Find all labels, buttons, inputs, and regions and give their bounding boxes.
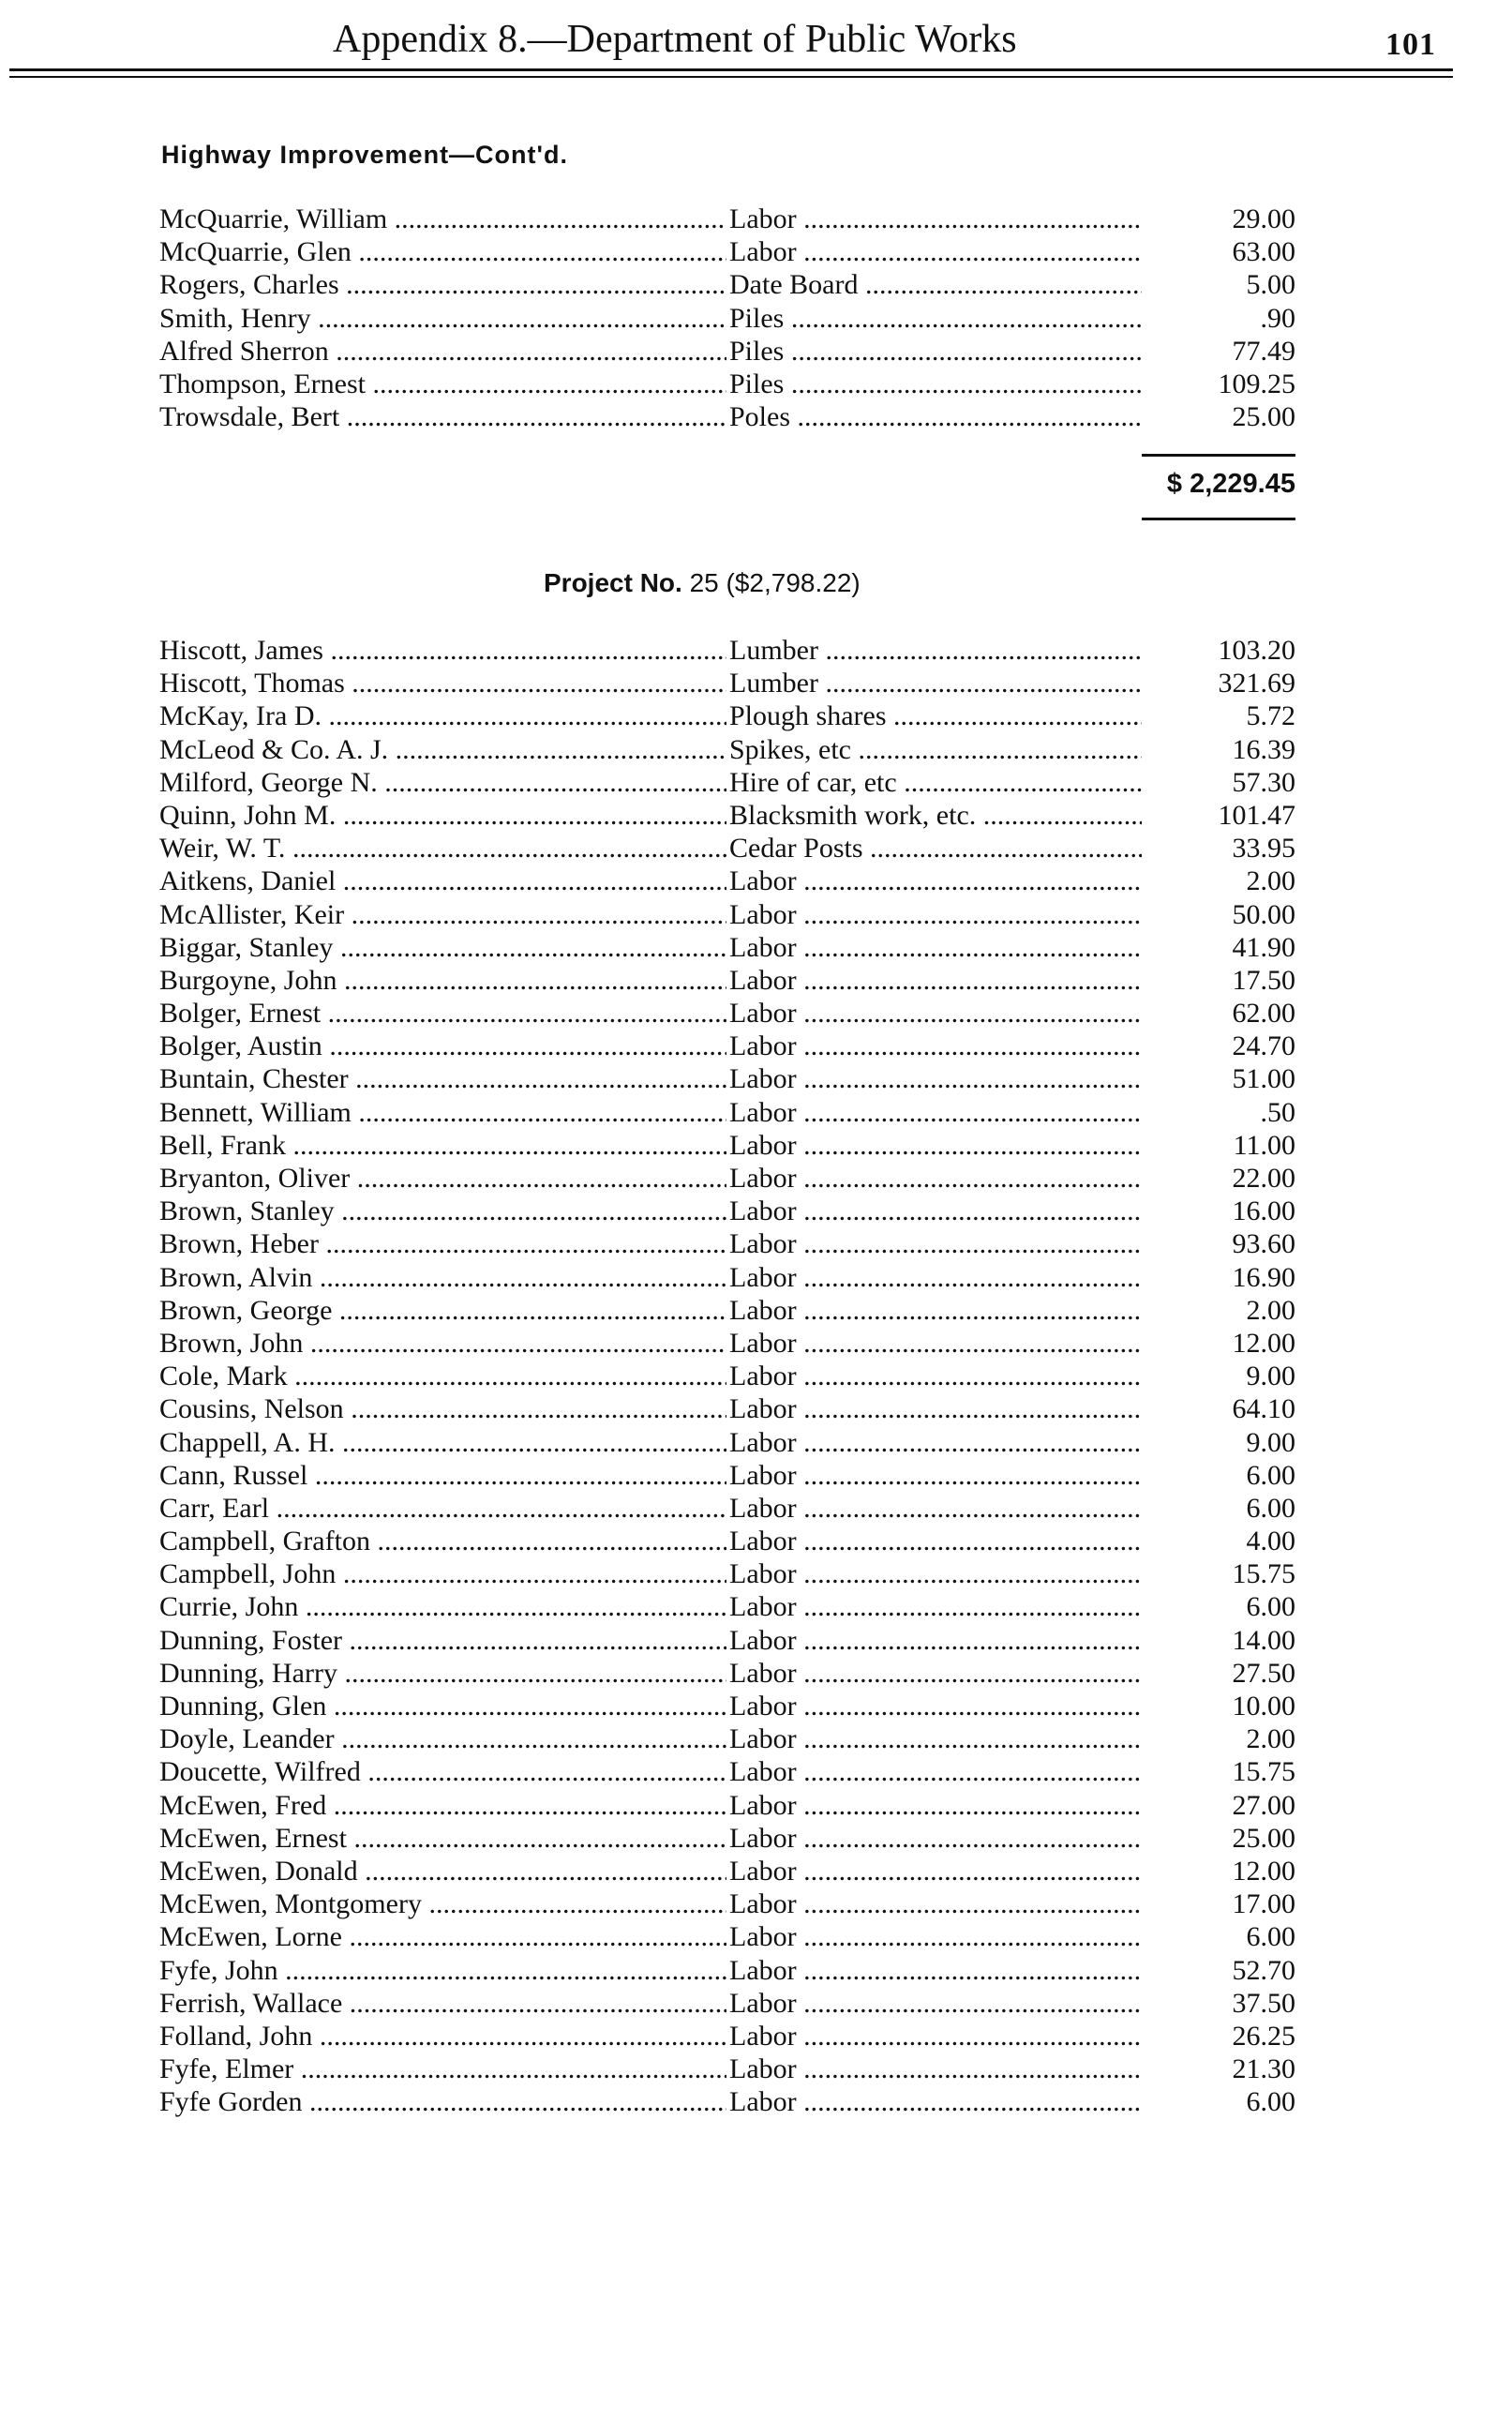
- entry-name: Quinn, John M. .....: [159, 799, 726, 832]
- entry-item: Labor .....: [729, 1954, 1142, 1987]
- entry-name: Dunning, Harry .....: [159, 1657, 726, 1690]
- entry-item: Labor .....: [729, 235, 1142, 268]
- entry-name: Bolger, Ernest .....: [159, 997, 726, 1030]
- list-item: [0, 1920, 1512, 1953]
- entry-item: Labor .....: [729, 2053, 1142, 2085]
- entry-amount: 9.00: [1246, 1426, 1295, 1458]
- entry-amount: 52.70: [1232, 1954, 1295, 1986]
- entry-item: Date Board .....: [729, 268, 1142, 301]
- list-item: [0, 699, 1512, 732]
- entry-item: Labor .....: [729, 1459, 1142, 1492]
- entry-item: Labor .....: [729, 1525, 1142, 1557]
- entry-amount: 15.75: [1232, 1756, 1295, 1788]
- entry-amount: 17.50: [1232, 964, 1295, 996]
- entry-amount: 29.00: [1232, 203, 1295, 234]
- entry-item: Labor .....: [729, 931, 1142, 964]
- entry-name: Carr, Earl .....: [159, 1492, 726, 1525]
- entry-name: Doucette, Wilfred .....: [159, 1755, 726, 1788]
- header-rule-thick: [9, 68, 1453, 71]
- entry-amount: 11.00: [1233, 1129, 1295, 1161]
- header-rule-thin: [9, 76, 1453, 78]
- list-item: [0, 1557, 1512, 1590]
- list-item: [0, 1855, 1512, 1887]
- entry-item: Labor .....: [729, 1392, 1142, 1425]
- list-item: [0, 1492, 1512, 1525]
- list-item: [0, 1590, 1512, 1623]
- entry-item: Labor .....: [729, 1887, 1142, 1920]
- entry-name: Brown, George .....: [159, 1294, 726, 1327]
- entry-name: Trowsdale, Bert .....: [159, 400, 726, 433]
- list-item: [0, 1030, 1512, 1062]
- total-rule-top: [1142, 454, 1295, 457]
- entry-item: Labor .....: [729, 1162, 1142, 1195]
- entry-name: Chappell, A. H. .....: [159, 1426, 726, 1459]
- page-header: [0, 17, 1512, 62]
- entry-item: Labor .....: [729, 997, 1142, 1030]
- entry-item: Labor .....: [729, 1129, 1142, 1162]
- entry-name: Fyfe, John .....: [159, 1954, 726, 1987]
- entry-amount: 9.00: [1246, 1361, 1295, 1392]
- entry-item: Labor .....: [729, 1657, 1142, 1690]
- entry-amount: 93.60: [1232, 1228, 1295, 1260]
- entry-name: Burgoyne, John .....: [159, 964, 726, 997]
- entry-amount: 6.00: [1246, 1591, 1295, 1623]
- entry-item: Labor .....: [729, 1690, 1142, 1722]
- entry-name: Campbell, Grafton .....: [159, 1525, 726, 1557]
- entry-name: Smith, Henry .....: [159, 302, 726, 335]
- entry-name: Dunning, Glen .....: [159, 1690, 726, 1722]
- list-item: [0, 1294, 1512, 1327]
- entry-item: Piles .....: [729, 368, 1142, 400]
- list-item: [0, 997, 1512, 1030]
- entry-name: Bell, Frank .....: [159, 1129, 726, 1162]
- list-item: [0, 667, 1512, 699]
- list-item: [0, 400, 1512, 433]
- entry-amount: 103.20: [1218, 635, 1295, 666]
- entry-amount: 5.00: [1246, 269, 1295, 301]
- list-item: [0, 268, 1512, 301]
- entry-name: McEwen, Donald .....: [159, 1855, 726, 1887]
- list-item: [0, 964, 1512, 997]
- list-item: [0, 1690, 1512, 1722]
- list-item: [0, 1096, 1512, 1129]
- entry-amount: 321.69: [1218, 668, 1295, 699]
- list-item: [0, 634, 1512, 667]
- entry-item: Labor .....: [729, 1624, 1142, 1657]
- entry-amount: 57.30: [1232, 766, 1295, 798]
- entry-name: Fyfe, Elmer .....: [159, 2053, 726, 2085]
- entry-amount: 4.00: [1246, 1526, 1295, 1557]
- entry-amount: 109.25: [1218, 368, 1295, 399]
- list-item: [0, 1195, 1512, 1227]
- entry-name: McQuarrie, Glen .....: [159, 235, 726, 268]
- entry-amount: 6.00: [1246, 1459, 1295, 1491]
- entry-name: Cole, Mark .....: [159, 1360, 726, 1392]
- entry-name: Brown, John .....: [159, 1327, 726, 1360]
- entry-item: Labor .....: [729, 1062, 1142, 1095]
- list-item: [0, 865, 1512, 897]
- entry-amount: 27.50: [1232, 1657, 1295, 1689]
- entry-amount: 63.00: [1232, 236, 1295, 268]
- list-item: [0, 1062, 1512, 1095]
- entry-amount: 64.10: [1232, 1393, 1295, 1425]
- list-item: [0, 766, 1512, 799]
- list-item: [0, 1261, 1512, 1294]
- project-heading-label: Project No.: [544, 568, 682, 597]
- list-item: [0, 931, 1512, 964]
- list-item: [0, 368, 1512, 400]
- entry-amount: 101.47: [1218, 799, 1295, 831]
- entry-amount: 41.90: [1232, 931, 1295, 963]
- entry-amount: 2.00: [1246, 1723, 1295, 1755]
- entry-amount: .50: [1260, 1096, 1295, 1128]
- entry-item: Piles .....: [729, 302, 1142, 335]
- entry-item: Labor .....: [729, 964, 1142, 997]
- list-item: [0, 1426, 1512, 1459]
- entry-name: Bryanton, Oliver .....: [159, 1162, 726, 1195]
- entry-item: Labor .....: [729, 865, 1142, 897]
- entry-name: Thompson, Ernest .....: [159, 368, 726, 400]
- entry-item: Plough shares .....: [729, 699, 1142, 732]
- entry-item: Labor .....: [729, 1030, 1142, 1062]
- entry-name: McAllister, Keir .....: [159, 898, 726, 931]
- page-number: 101: [1385, 27, 1436, 62]
- entry-amount: 10.00: [1232, 1691, 1295, 1722]
- entry-amount: 15.75: [1232, 1558, 1295, 1590]
- entry-amount: 16.00: [1232, 1195, 1295, 1227]
- entry-name: Weir, W. T. .....: [159, 832, 726, 865]
- list-item: [0, 335, 1512, 368]
- entry-name: Cousins, Nelson .....: [159, 1392, 726, 1425]
- entry-amount: 16.90: [1232, 1261, 1295, 1293]
- total-rule-bottom: [1142, 518, 1295, 520]
- entry-item: Labor .....: [729, 1360, 1142, 1392]
- entry-name: McEwen, Montgomery .....: [159, 1887, 726, 1920]
- highway-list: [0, 203, 1512, 433]
- list-item: [0, 1822, 1512, 1855]
- entry-item: Labor .....: [729, 1590, 1142, 1623]
- entry-amount: 62.00: [1232, 998, 1295, 1030]
- entry-item: Lumber .....: [729, 667, 1142, 699]
- entry-name: Brown, Heber .....: [159, 1227, 726, 1260]
- list-item: [0, 1722, 1512, 1755]
- entry-amount: 27.00: [1232, 1789, 1295, 1821]
- section-heading: Highway Improvement—Cont'd.: [161, 141, 568, 169]
- entry-name: Buntain, Chester .....: [159, 1062, 726, 1095]
- entry-name: Hiscott, James .....: [159, 634, 726, 667]
- entry-item: Poles .....: [729, 400, 1142, 433]
- project-list: [0, 634, 1512, 2118]
- list-item: [0, 733, 1512, 766]
- entry-name: Fyfe Gorden .....: [159, 2085, 726, 2118]
- entry-amount: 6.00: [1246, 1492, 1295, 1524]
- entry-amount: 2.00: [1246, 1294, 1295, 1326]
- entry-amount: 25.00: [1232, 1822, 1295, 1854]
- entry-name: Bolger, Austin .....: [159, 1030, 726, 1062]
- entry-item: Labor .....: [729, 1096, 1142, 1129]
- list-item: [0, 1459, 1512, 1492]
- entry-item: Labor .....: [729, 1195, 1142, 1227]
- list-item: [0, 302, 1512, 335]
- list-item: [0, 1525, 1512, 1557]
- entry-amount: 17.00: [1232, 1888, 1295, 1920]
- entry-name: Hiscott, Thomas .....: [159, 667, 726, 699]
- project-heading: [544, 568, 861, 598]
- entry-amount: 24.70: [1232, 1030, 1295, 1062]
- entry-item: Labor .....: [729, 2085, 1142, 2118]
- entry-name: McQuarrie, William .....: [159, 203, 726, 235]
- entry-amount: 50.00: [1232, 898, 1295, 930]
- entry-amount: 14.00: [1232, 1624, 1295, 1656]
- list-item: [0, 2085, 1512, 2118]
- entry-name: McEwen, Fred .....: [159, 1789, 726, 1822]
- entry-name: Aitkens, Daniel .....: [159, 865, 726, 897]
- entry-amount: 12.00: [1232, 1855, 1295, 1887]
- entry-name: Currie, John .....: [159, 1590, 726, 1623]
- entry-item: Labor .....: [729, 1261, 1142, 1294]
- entry-item: Labor .....: [729, 1294, 1142, 1327]
- entry-amount: 16.39: [1232, 733, 1295, 765]
- list-item: [0, 235, 1512, 268]
- entry-item: Labor .....: [729, 1722, 1142, 1755]
- section-total: $ 2,229.45: [1166, 469, 1295, 499]
- entry-name: Alfred Sherron .....: [159, 335, 726, 368]
- entry-amount: 2.00: [1246, 865, 1295, 897]
- list-item: [0, 898, 1512, 931]
- entry-name: Brown, Stanley .....: [159, 1195, 726, 1227]
- entry-amount: 12.00: [1232, 1327, 1295, 1359]
- entry-item: Labor .....: [729, 1755, 1142, 1788]
- entry-name: Milford, George N. .....: [159, 766, 726, 799]
- entry-name: McKay, Ira D. .....: [159, 699, 726, 732]
- list-item: [0, 1954, 1512, 1987]
- list-item: [0, 832, 1512, 865]
- entry-name: Rogers, Charles .....: [159, 268, 726, 301]
- list-item: [0, 1789, 1512, 1822]
- entry-item: Labor .....: [729, 898, 1142, 931]
- entry-name: Brown, Alvin .....: [159, 1261, 726, 1294]
- list-item: [0, 203, 1512, 235]
- list-item: [0, 1227, 1512, 1260]
- page-title: Appendix 8.—Department of Public Works: [333, 18, 1017, 61]
- entry-name: Biggar, Stanley .....: [159, 931, 726, 964]
- entry-amount: 6.00: [1246, 2086, 1295, 2118]
- entry-item: Cedar Posts .....: [729, 832, 1142, 865]
- entry-amount: 51.00: [1232, 1063, 1295, 1095]
- entry-name: Folland, John .....: [159, 2020, 726, 2053]
- entry-item: Labor .....: [729, 1227, 1142, 1260]
- entry-name: McEwen, Ernest .....: [159, 1822, 726, 1855]
- list-item: [0, 1327, 1512, 1360]
- entry-name: Cann, Russel .....: [159, 1459, 726, 1492]
- entry-name: McEwen, Lorne .....: [159, 1920, 726, 1953]
- list-item: [0, 1392, 1512, 1425]
- entry-amount: 22.00: [1232, 1163, 1295, 1194]
- list-item: [0, 1162, 1512, 1195]
- entry-amount: 5.72: [1246, 700, 1295, 732]
- entry-item: Spikes, etc .....: [729, 733, 1142, 766]
- list-item: [0, 1987, 1512, 2020]
- list-item: [0, 1624, 1512, 1657]
- entry-item: Piles .....: [729, 335, 1142, 368]
- list-item: [0, 1129, 1512, 1162]
- entry-amount: 26.25: [1232, 2020, 1295, 2052]
- entry-name: Ferrish, Wallace .....: [159, 1987, 726, 2020]
- entry-item: Labor .....: [729, 1557, 1142, 1590]
- entry-name: McLeod & Co. A. J. .....: [159, 733, 726, 766]
- entry-item: Labor .....: [729, 1426, 1142, 1459]
- entry-amount: 6.00: [1246, 1921, 1295, 1953]
- entry-amount: .90: [1260, 302, 1295, 334]
- entry-item: Hire of car, etc .....: [729, 766, 1142, 799]
- entry-amount: 33.95: [1232, 833, 1295, 865]
- entry-name: Bennett, William .....: [159, 1096, 726, 1129]
- entry-item: Labor .....: [729, 1327, 1142, 1360]
- list-item: [0, 1755, 1512, 1788]
- entry-item: Labor .....: [729, 203, 1142, 235]
- entry-item: Blacksmith work, etc. .....: [729, 799, 1142, 832]
- entry-item: Labor .....: [729, 1492, 1142, 1525]
- list-item: [0, 1657, 1512, 1690]
- entry-item: Lumber .....: [729, 634, 1142, 667]
- entry-item: Labor .....: [729, 1987, 1142, 2020]
- entry-item: Labor .....: [729, 1855, 1142, 1887]
- entry-amount: 77.49: [1232, 335, 1295, 367]
- entry-amount: 21.30: [1232, 2053, 1295, 2085]
- list-item: [0, 1887, 1512, 1920]
- entry-name: Dunning, Foster .....: [159, 1624, 726, 1657]
- list-item: [0, 1360, 1512, 1392]
- list-item: [0, 2020, 1512, 2053]
- project-heading-detail: 25 ($2,798.22): [689, 568, 861, 597]
- list-item: [0, 2053, 1512, 2085]
- entry-item: Labor .....: [729, 1789, 1142, 1822]
- entry-name: Campbell, John .....: [159, 1557, 726, 1590]
- entry-amount: 25.00: [1232, 401, 1295, 433]
- entry-item: Labor .....: [729, 2020, 1142, 2053]
- entry-amount: 37.50: [1232, 1987, 1295, 2019]
- entry-name: Doyle, Leander .....: [159, 1722, 726, 1755]
- entry-item: Labor .....: [729, 1822, 1142, 1855]
- list-item: [0, 799, 1512, 832]
- entry-item: Labor .....: [729, 1920, 1142, 1953]
